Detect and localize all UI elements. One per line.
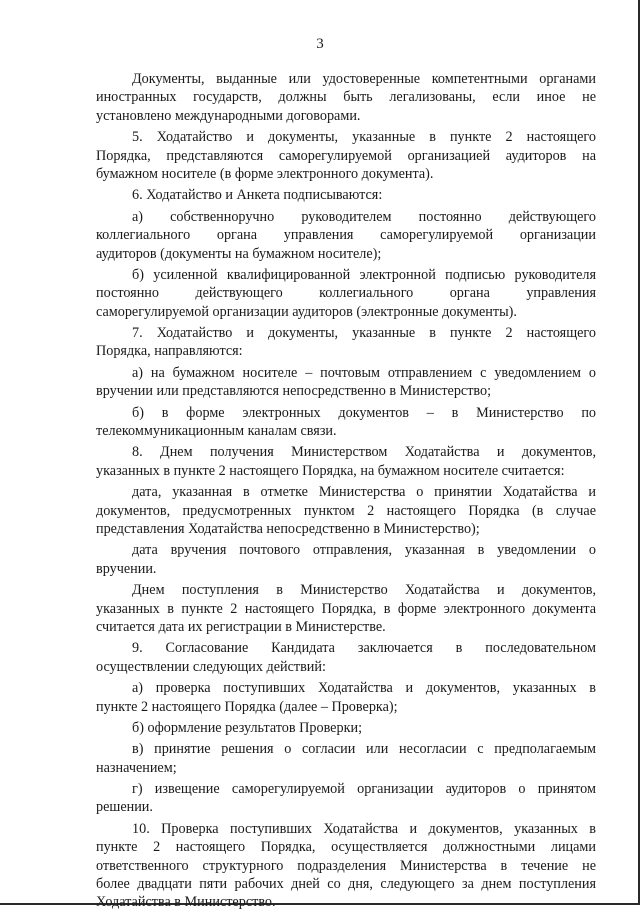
text-line: аудиторов (документы на бумажном носителе); — [96, 245, 382, 262]
paragraph — [96, 70, 596, 125]
text-line: представления Ходатайства непосредственно в Министерство); — [96, 520, 480, 537]
text-line: установлено международными договорами. — [96, 107, 361, 124]
text-line: саморегулируемой организации аудиторов (электронные документы). — [96, 303, 517, 320]
text-line: 9. Согласование Кандидата заключается в последовательном — [132, 640, 596, 657]
document-body — [96, 70, 596, 915]
text-line: а) на бумажном носителе – почтовым отправлением с уведомлением о — [132, 364, 596, 381]
text-line: бумажном носителе (в форме электронного документа). — [96, 165, 434, 182]
text-line: Порядка, направляются: — [96, 343, 243, 360]
paragraph — [96, 541, 596, 578]
paragraph — [96, 186, 596, 204]
paragraph — [96, 443, 596, 480]
text-line: в) принятие решения о согласии или несогласии с предполагаемым — [132, 741, 596, 758]
text-line: 7. Ходатайство и документы, указанные в пункте 2 настоящего — [132, 325, 596, 342]
paragraph — [96, 266, 596, 321]
text-line: телекоммуникационным каналам связи. — [96, 423, 337, 440]
text-line: указанных в пункте 2 настоящего Порядка, на бумажном носителе считается: — [96, 462, 565, 479]
text-line: пункте 2 настоящего Порядка (далее – Проверка); — [96, 698, 398, 715]
text-line: ответственного структурного подразделения Министерства в течение не — [96, 857, 596, 874]
text-line: дата вручения почтового отправления, указанная в уведомлении о — [132, 542, 596, 559]
text-line: Документы, выданные или удостоверенные компетентными органами — [132, 71, 596, 87]
text-line: вручении или представляются непосредственно в Министерство; — [96, 383, 492, 400]
text-line: дата, указанная в отметке Министерства о принятии Ходатайства и — [132, 484, 596, 501]
text-line: коллегиального органа управления саморегулируемой организации — [96, 227, 596, 244]
text-line: иностранных государств, должны быть легализованы, если иное не — [96, 89, 596, 106]
paragraph — [96, 719, 596, 737]
text-line: б) усиленной квалифицированной электронной подписью руководителя — [132, 266, 596, 283]
paragraph — [96, 639, 596, 676]
text-line: постоянно действующего коллегиального органа управления — [96, 285, 596, 302]
paragraph — [96, 820, 596, 912]
text-line: 5. Ходатайство и документы, указанные в пункте 2 настоящего — [132, 129, 596, 146]
text-line: а) собственноручно руководителем постоянно действующего — [132, 208, 596, 225]
text-line: Порядка, представляются саморегулируемой организацией аудиторов на — [96, 147, 596, 164]
text-line: 8. Днем получения Министерством Ходатайства и документов, — [132, 444, 596, 461]
paragraph — [96, 483, 596, 538]
paragraph — [96, 780, 596, 817]
text-line: документов, предусмотренных пунктом 2 настоящего Порядка (в случае — [96, 502, 596, 519]
text-line: решении. — [96, 799, 153, 816]
text-line: 10. Проверка поступивших Ходатайства и документов, указанных в — [132, 820, 596, 837]
text-line: считается дата их регистрации в Министерстве. — [96, 618, 386, 635]
text-line: вручении. — [96, 560, 157, 577]
text-line: более двадцати пяти рабочих дней со дня, следующего за днем поступления — [96, 876, 596, 893]
text-line: указанных в пункте 2 настоящего Порядка, в форме электронного документа — [96, 600, 596, 617]
text-line: б) оформление результатов Проверки; — [132, 719, 363, 736]
paragraph — [96, 364, 596, 401]
text-line: г) извещение саморегулируемой организации аудиторов о принятом — [132, 781, 596, 798]
page-number: 3 — [316, 36, 324, 52]
text-line: пункте 2 настоящего Порядка, осуществляется должностными лицами — [96, 839, 596, 856]
paragraph — [96, 679, 596, 716]
text-line: Ходатайства в Министерство. — [96, 894, 276, 911]
text-line: назначением; — [96, 759, 177, 776]
text-line: осуществлении следующих действий: — [96, 658, 326, 675]
paragraph — [96, 324, 596, 361]
text-line: б) в форме электронных документов – в Министерство по — [132, 404, 596, 421]
paragraph — [96, 404, 596, 441]
paragraph — [96, 581, 596, 636]
text-line: 6. Ходатайство и Анкета подписываются: — [132, 187, 383, 204]
paragraph — [96, 208, 596, 263]
text-line: а) проверка поступивших Ходатайства и документов, указанных в — [132, 680, 596, 697]
text-line: Днем поступления в Министерство Ходатайства и документов, — [132, 582, 596, 599]
paragraph — [96, 740, 596, 777]
paragraph — [96, 128, 596, 183]
